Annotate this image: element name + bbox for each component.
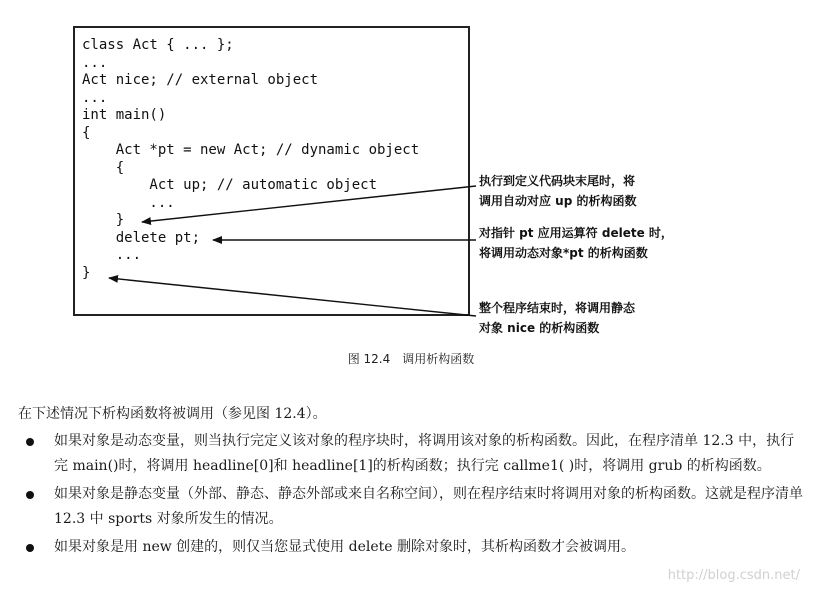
code-line: ...: [82, 89, 108, 106]
list-item: 如果对象是动态变量，则当执行完定义该对象的程序块时，将调用该对象的析构函数。因此，在程序清单 12.3 中，执行完 main()时，将调用 headline[0]和 headline[1]的析构函数；执行完 callme1( )时，将调用 grub 的析构函数。: [18, 429, 804, 479]
annotation-line: 将调用动态对象*pt 的析构函数: [479, 246, 648, 260]
code-line: ...: [82, 54, 108, 71]
bullet-list: [18, 429, 804, 560]
list-item: 如果对象是静态变量（外部、静态、静态外部或来自名称空间），则在程序结束时将调用对象的析构函数。这就是程序清单 12.3 中 sports 对象所发生的情况。: [18, 482, 804, 532]
annotation-line: 对指针 pt 应用运算符 delete 时，: [479, 226, 673, 240]
code-line: delete pt;: [82, 229, 201, 246]
code-line: }: [82, 264, 91, 281]
code-line: Act up; // automatic object: [82, 177, 378, 193]
code-line: {: [82, 124, 91, 141]
annotation-block-end: [479, 171, 637, 211]
code-line: ...: [82, 247, 142, 263]
annotation-line: 调用自动对应 up 的析构函数: [479, 194, 637, 208]
annotation-program-end: [479, 298, 635, 338]
code-line: class Act { ... };: [82, 37, 234, 53]
annotation-line: 对象 nice 的析构函数: [479, 321, 600, 335]
caption-title: 调用析构函数: [402, 352, 475, 366]
code-line: int main(): [82, 107, 167, 123]
caption-number: 图 12.4: [347, 352, 391, 366]
arrow-to-block-end: [142, 186, 476, 222]
annotation-line: 整个程序结束时，将调用静态: [479, 301, 636, 315]
intro-paragraph: 在下述情况下析构函数将被调用（参见图 12.4）。: [18, 406, 327, 422]
figure-caption: [0, 350, 822, 367]
body-text: [18, 402, 804, 563]
code-line: {: [82, 159, 125, 176]
arrow-to-main-end: [109, 278, 476, 316]
code-line: ...: [82, 194, 175, 211]
code-line: Act *pt = new Act; // dynamic object: [82, 142, 420, 158]
annotation-delete: [479, 223, 673, 263]
code-line: }: [82, 212, 125, 228]
code-line: Act nice; // external object: [82, 72, 319, 88]
watermark: http://blog.csdn.net/: [667, 568, 800, 583]
annotation-line: 执行到定义代码块末尾时，将: [479, 174, 636, 188]
list-item: 如果对象是用 new 创建的，则仅当您显式使用 delete 删除对象时，其析构函数才会被调用。: [18, 535, 804, 560]
